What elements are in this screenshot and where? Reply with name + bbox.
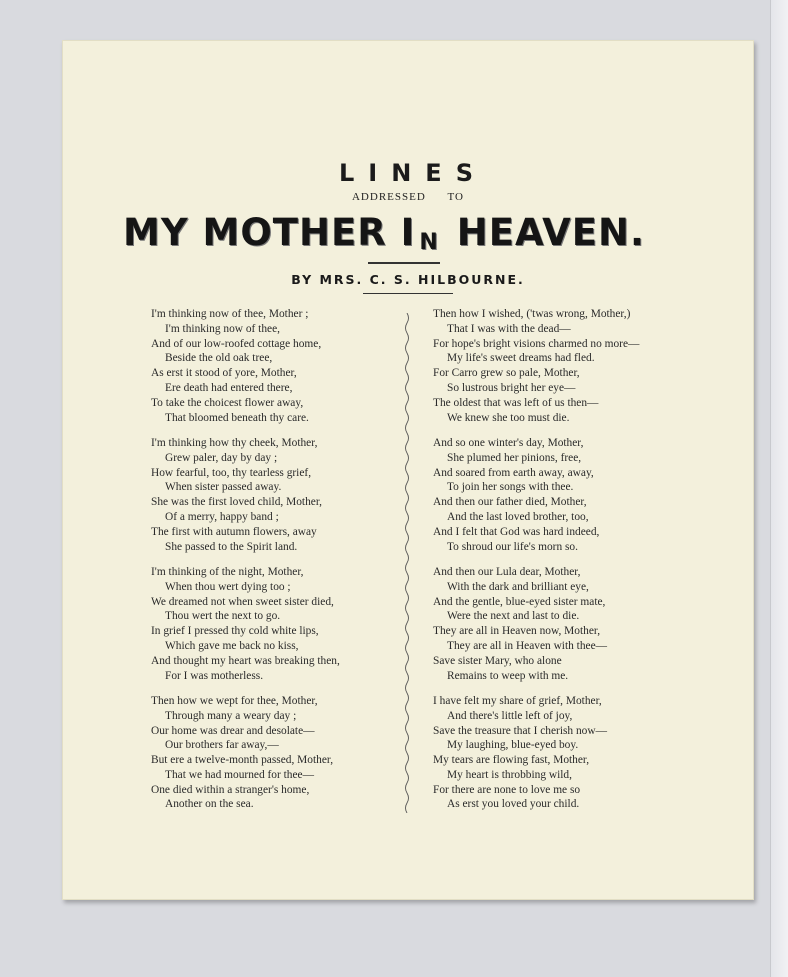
poem-line: Through many a weary day ; — [165, 709, 297, 722]
poem-line: We knew she too must die. — [447, 411, 570, 424]
poem-line: My heart is throbbing wild, — [447, 768, 572, 781]
subheading-to: TO — [447, 191, 464, 203]
poem-line: We dreamed not when sweet sister died, — [151, 595, 334, 608]
poem-line: Save the treasure that I cherish now— — [433, 724, 607, 737]
stanza — [151, 694, 411, 812]
main-title-in-small: N — [419, 230, 439, 255]
poem-line: I'm thinking now of thee, Mother ; — [151, 308, 309, 320]
poem-line: She was the first loved child, Mother, — [151, 496, 323, 509]
poem-line: One died within a stranger's home, — [151, 783, 310, 796]
poem-line: Our home was drear and desolate— — [151, 724, 315, 737]
main-title-part1: MY MOTHER — [123, 211, 387, 254]
poem-line: For I was motherless. — [165, 669, 264, 682]
stanza — [433, 694, 693, 812]
poem-line: Save sister Mary, who alone — [433, 654, 562, 667]
poem-line: For hope's bright visions charmed no more— — [433, 337, 640, 350]
poem-line: And the last loved brother, too, — [447, 510, 589, 523]
poem-line: That bloomed beneath thy care. — [165, 411, 309, 424]
wavy-column-divider — [403, 313, 411, 813]
poem-line: Our brothers far away,— — [165, 739, 279, 752]
poem-line: She plumed her pinions, free, — [447, 451, 582, 464]
main-title-in: I — [400, 211, 416, 254]
poem-line: And then our father died, Mother, — [433, 496, 587, 509]
poem-line: With the dark and brilliant eye, — [447, 580, 589, 593]
poem-line: As erst you loved your child. — [447, 798, 580, 811]
main-title-part2: HEAVEN. — [456, 211, 646, 254]
poem-line: That we had mourned for thee— — [165, 768, 314, 781]
left-column — [151, 307, 411, 823]
broadside-sheet — [62, 40, 754, 900]
backdrop-edge — [770, 0, 788, 977]
poem-line: They are all in Heaven now, Mother, — [433, 625, 601, 638]
poem-line: My life's sweet dreams had fled. — [447, 352, 595, 365]
poem-line: How fearful, too, thy tearless grief, — [151, 466, 312, 479]
subheading-addressed: ADDRESSED — [351, 191, 426, 203]
poem-line: To shroud our life's morn so. — [447, 540, 578, 553]
poem-line: In grief I pressed thy cold white lips, — [151, 625, 319, 638]
poem-line: Then how I wished, ('twas wrong, Mother,) — [433, 308, 631, 320]
poem-line: Grew paler, day by day ; — [165, 451, 278, 464]
stanza — [151, 307, 411, 425]
poem-line: And thought my heart was breaking then, — [151, 654, 340, 667]
poem-line: And soared from earth away, away, — [433, 466, 594, 479]
poem-line: So lustrous bright her eye— — [447, 381, 576, 394]
poem-line: Which gave me back no kiss, — [165, 639, 299, 652]
subheading — [63, 191, 753, 203]
poem-line: And of our low-roofed cottage home, — [151, 337, 322, 350]
poem-line: But ere a twelve-month passed, Mother, — [151, 754, 334, 767]
byline: BY MRS. C. S. HILBOURNE. — [291, 272, 525, 287]
poem-line: I'm thinking now of thee, — [165, 322, 280, 335]
poem-line: Ere death had entered there, — [165, 381, 293, 394]
poem-line: Another on the sea. — [165, 798, 254, 811]
poem-line: As erst it stood of yore, Mother, — [151, 367, 297, 380]
poem-line: Beside the old oak tree, — [165, 352, 273, 365]
poem-line: And there's little left of joy, — [447, 709, 573, 722]
poem-line: The oldest that was left of us then— — [433, 396, 599, 409]
stanza — [151, 565, 411, 683]
poem-line: And I felt that God was hard indeed, — [433, 525, 600, 538]
poem-line: My tears are flowing fast, Mother, — [433, 754, 590, 767]
main-title — [123, 211, 698, 257]
poem-line: Thou wert the next to go. — [165, 610, 281, 623]
poem-line: Were the next and last to die. — [447, 610, 580, 623]
poem-line: I'm thinking how thy cheek, Mother, — [151, 436, 318, 449]
poem-line: That I was with the dead— — [447, 322, 571, 335]
poem-line: The first with autumn flowers, away — [151, 525, 317, 538]
stanza — [151, 436, 411, 554]
poem-line: When sister passed away. — [165, 481, 282, 494]
poem-line: And then our Lula dear, Mother, — [433, 565, 581, 578]
heading-lines: LINES — [339, 159, 487, 187]
ornament-rule-top — [368, 262, 440, 264]
poem-line: When thou wert dying too ; — [165, 580, 291, 593]
poem-line: I have felt my share of grief, Mother, — [433, 694, 602, 707]
poem-line: And so one winter's day, Mother, — [433, 436, 584, 449]
poem-line: My laughing, blue-eyed boy. — [447, 739, 579, 752]
poem-line: For Carro grew so pale, Mother, — [433, 367, 580, 380]
stanza — [433, 307, 693, 425]
poem-line: To join her songs with thee. — [447, 481, 574, 494]
poem-line: And the gentle, blue-eyed sister mate, — [433, 595, 606, 608]
poem-line: I'm thinking of the night, Mother, — [151, 565, 304, 578]
poem-line: They are all in Heaven with thee— — [447, 639, 608, 652]
ornament-rule-bottom — [363, 293, 453, 294]
poem-line: Then how we wept for thee, Mother, — [151, 694, 318, 707]
poem-line: For there are none to love me so — [433, 783, 581, 796]
poem-line: Of a merry, happy band ; — [165, 510, 279, 523]
right-column — [433, 307, 693, 823]
stanza — [433, 436, 693, 554]
poem-line: She passed to the Spirit land. — [165, 540, 298, 553]
poem-line: Remains to weep with me. — [447, 669, 569, 682]
stanza — [433, 565, 693, 683]
poem-line: To take the choicest flower away, — [151, 396, 304, 409]
